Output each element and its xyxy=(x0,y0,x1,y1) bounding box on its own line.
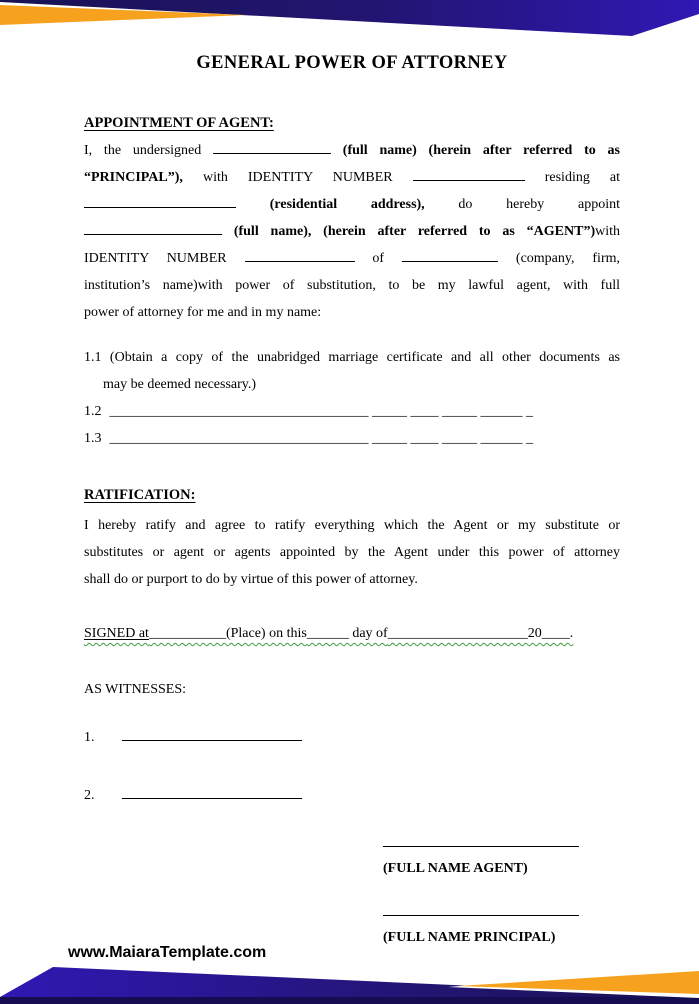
footer-navy-bar xyxy=(0,997,699,1004)
blank-field[interactable]: _____________________________________ _____ ____ _____ ______ _ xyxy=(109,431,533,446)
paragraph-line xyxy=(84,137,620,164)
clause-line: 1.1 (Obtain a copy of the unabridged marriage certificate and all other documents as xyxy=(84,350,620,365)
text-run: (full name) (herein after referred to as xyxy=(331,143,620,158)
footer-ribbon xyxy=(0,962,699,1004)
witnesses-heading: AS WITNESSES: xyxy=(84,682,187,697)
document-body xyxy=(84,0,620,951)
text-run: (full name), (herein after referred to as “AGENT”) xyxy=(222,224,596,239)
blank-field[interactable] xyxy=(213,140,331,154)
paragraph-line: I hereby ratify and agree to ratify everything which the Agent or my substitute or xyxy=(84,518,620,533)
signed-at-line xyxy=(84,620,620,647)
clause-1-2 xyxy=(84,398,620,425)
blank-field[interactable]: _____________________________________ _____ ____ _____ ______ _ xyxy=(109,404,533,419)
agent-signature-line[interactable] xyxy=(383,846,579,847)
text-run: institution’s name)with power of substitution, to be my lawful agent, with full xyxy=(84,278,620,293)
clause-number: 1.2 xyxy=(84,404,102,419)
paragraph-line xyxy=(84,272,620,299)
text-run: SIGNED at xyxy=(84,626,149,641)
signature-block xyxy=(383,846,620,951)
witness-row-1 xyxy=(84,724,620,751)
blank-field[interactable] xyxy=(245,248,355,262)
text-run: ____ xyxy=(541,626,570,641)
text-run: with IDENTITY NUMBER xyxy=(202,170,413,185)
paragraph-line xyxy=(84,245,620,272)
paragraph-line xyxy=(84,164,620,191)
witness-signature-line[interactable] xyxy=(122,785,302,799)
paragraph-line: shall do or purport to do by virtue of this power of attorney. xyxy=(84,572,418,587)
clause-1-1 xyxy=(84,344,620,398)
paragraph-line xyxy=(84,218,620,245)
text-run: I, the undersigned xyxy=(84,143,214,158)
witness-row-2 xyxy=(84,782,620,809)
document-title: GENERAL POWER OF ATTORNEY xyxy=(196,53,508,73)
text-run: ___________ xyxy=(148,626,226,641)
principal-signature-line[interactable] xyxy=(383,915,579,916)
text-run: of xyxy=(354,251,402,266)
clause-number: 1.3 xyxy=(84,431,102,446)
text-run: with xyxy=(595,224,620,239)
appointment-paragraph xyxy=(84,137,620,326)
text-run: ____________________ xyxy=(387,626,528,641)
section-heading-ratification: RATIFICATION: xyxy=(84,487,196,503)
principal-signature-label: (FULL NAME PRINCIPAL) xyxy=(383,930,556,945)
witness-number: 1. xyxy=(84,730,95,745)
witness-signature-line[interactable] xyxy=(122,727,302,741)
text-run: 20 xyxy=(527,626,542,641)
text-run: day of xyxy=(348,626,388,641)
text-run: residing at xyxy=(524,170,620,185)
clause-1-3 xyxy=(84,425,620,452)
text-run: IDENTITY NUMBER xyxy=(84,251,245,266)
text-run: (Place) on this xyxy=(225,626,307,641)
blank-field[interactable] xyxy=(84,221,222,235)
text-run: . xyxy=(569,626,574,641)
text-run: ______ xyxy=(306,626,349,641)
text-run: “PRINCIPAL”), xyxy=(84,170,203,185)
paragraph-line xyxy=(84,191,620,218)
text-run: (company, firm, xyxy=(498,251,620,266)
text-run: power of attorney for me and in my name: xyxy=(84,305,322,320)
agent-signature-label: (FULL NAME AGENT) xyxy=(383,861,528,876)
paragraph-line xyxy=(84,299,620,326)
blank-field[interactable] xyxy=(402,248,498,262)
witness-number: 2. xyxy=(84,788,95,803)
blank-field[interactable] xyxy=(84,194,236,208)
ratification-paragraph xyxy=(84,512,620,593)
paragraph-line: substitutes or agent or agents appointed by the Agent under this power of attorney xyxy=(84,545,620,560)
clause-line: may be deemed necessary.) xyxy=(103,377,257,392)
blank-field[interactable] xyxy=(413,167,525,181)
text-run: (residential address), xyxy=(236,197,459,212)
section-heading-appointment: APPOINTMENT OF AGENT: xyxy=(84,115,274,131)
text-run: do hereby appoint xyxy=(458,197,620,212)
website-url: www.MaiaraTemplate.com xyxy=(68,944,267,961)
